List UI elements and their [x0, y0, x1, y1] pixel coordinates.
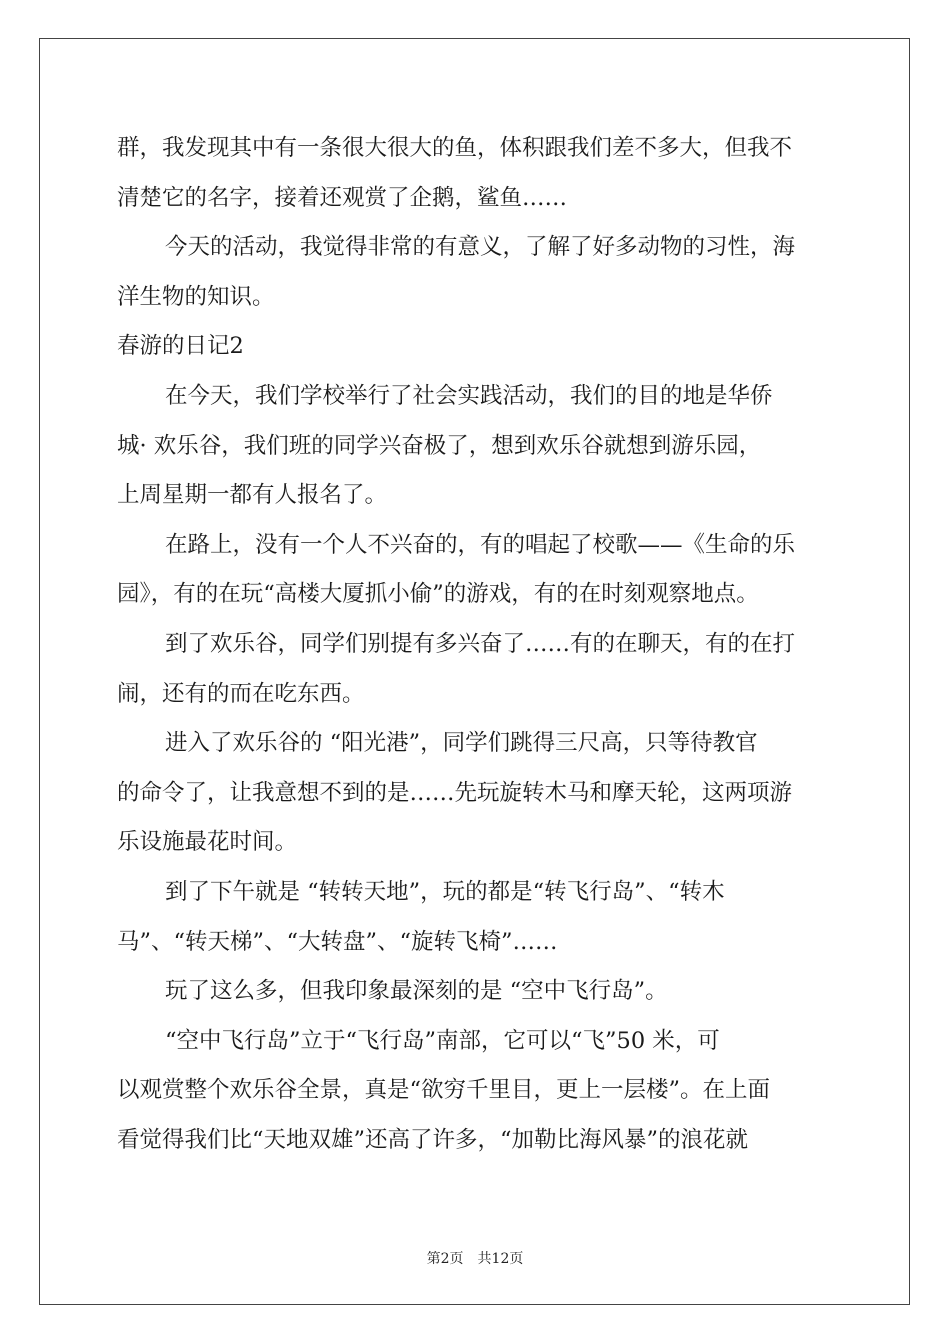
text-line: 进入了欢乐谷的 “阳光港”，同学们跳得三尺高，只等待教官	[165, 730, 758, 757]
text-line: 以观赏整个欢乐谷全景，真是“欲穷千里目，更上一层楼”。在上面	[117, 1077, 771, 1104]
page-number-footer: 第2页 共12页	[426, 1251, 524, 1267]
text-line: 在今天，我们学校举行了社会实践活动，我们的目的地是华侨	[165, 382, 773, 409]
text-line: 在路上，没有一个人不兴奋的，有的唱起了校歌——《生命的乐	[165, 531, 796, 558]
text-line: 玩了这么多，但我印象最深刻的是 “空中飞行岛”。	[165, 978, 668, 1005]
text-line: “空中飞行岛”立于“飞行岛”南部，它可以“飞”50 米，可	[165, 1027, 720, 1054]
text-line: 乐设施最花时间。	[117, 829, 298, 856]
text-line: 到了下午就是 “转转天地”，玩的都是“转飞行岛”、“转木	[165, 878, 725, 905]
text-line: 上周星期一都有人报名了。	[117, 482, 388, 509]
text-line: 到了欢乐谷，同学们别提有多兴奋了……有的在聊天，有的在打	[165, 630, 796, 657]
text-line: 清楚它的名字，接着还观赏了企鹅，鲨鱼……	[117, 184, 568, 211]
text-line: 看觉得我们比“天地双雄”还高了许多，“加勒比海风暴”的浪花就	[117, 1126, 749, 1153]
text-line: 城· 欢乐谷，我们班的同学兴奋极了，想到欢乐谷就想到游乐园，	[117, 432, 762, 459]
text-line: 今天的活动，我觉得非常的有意义，了解了好多动物的习性，海	[165, 234, 796, 261]
text-line: 的命令了，让我意想不到的是……先玩旋转木马和摩天轮，这两项游	[117, 779, 793, 806]
section-heading: 春游的日记2	[117, 333, 244, 360]
text-line: 园》，有的在玩“高楼大厦抓小偷”的游戏，有的在时刻观察地点。	[117, 581, 759, 608]
text-line: 闹，还有的而在吃东西。	[117, 680, 365, 707]
document-body	[117, 124, 833, 1165]
text-line: 群，我发现其中有一条很大很大的鱼，体积跟我们差不多大，但我不	[117, 135, 793, 161]
text-line: 马”、“转天梯”、“大转盘”、“旋转飞椅”……	[117, 928, 558, 955]
text-line: 洋生物的知识。	[117, 283, 275, 310]
